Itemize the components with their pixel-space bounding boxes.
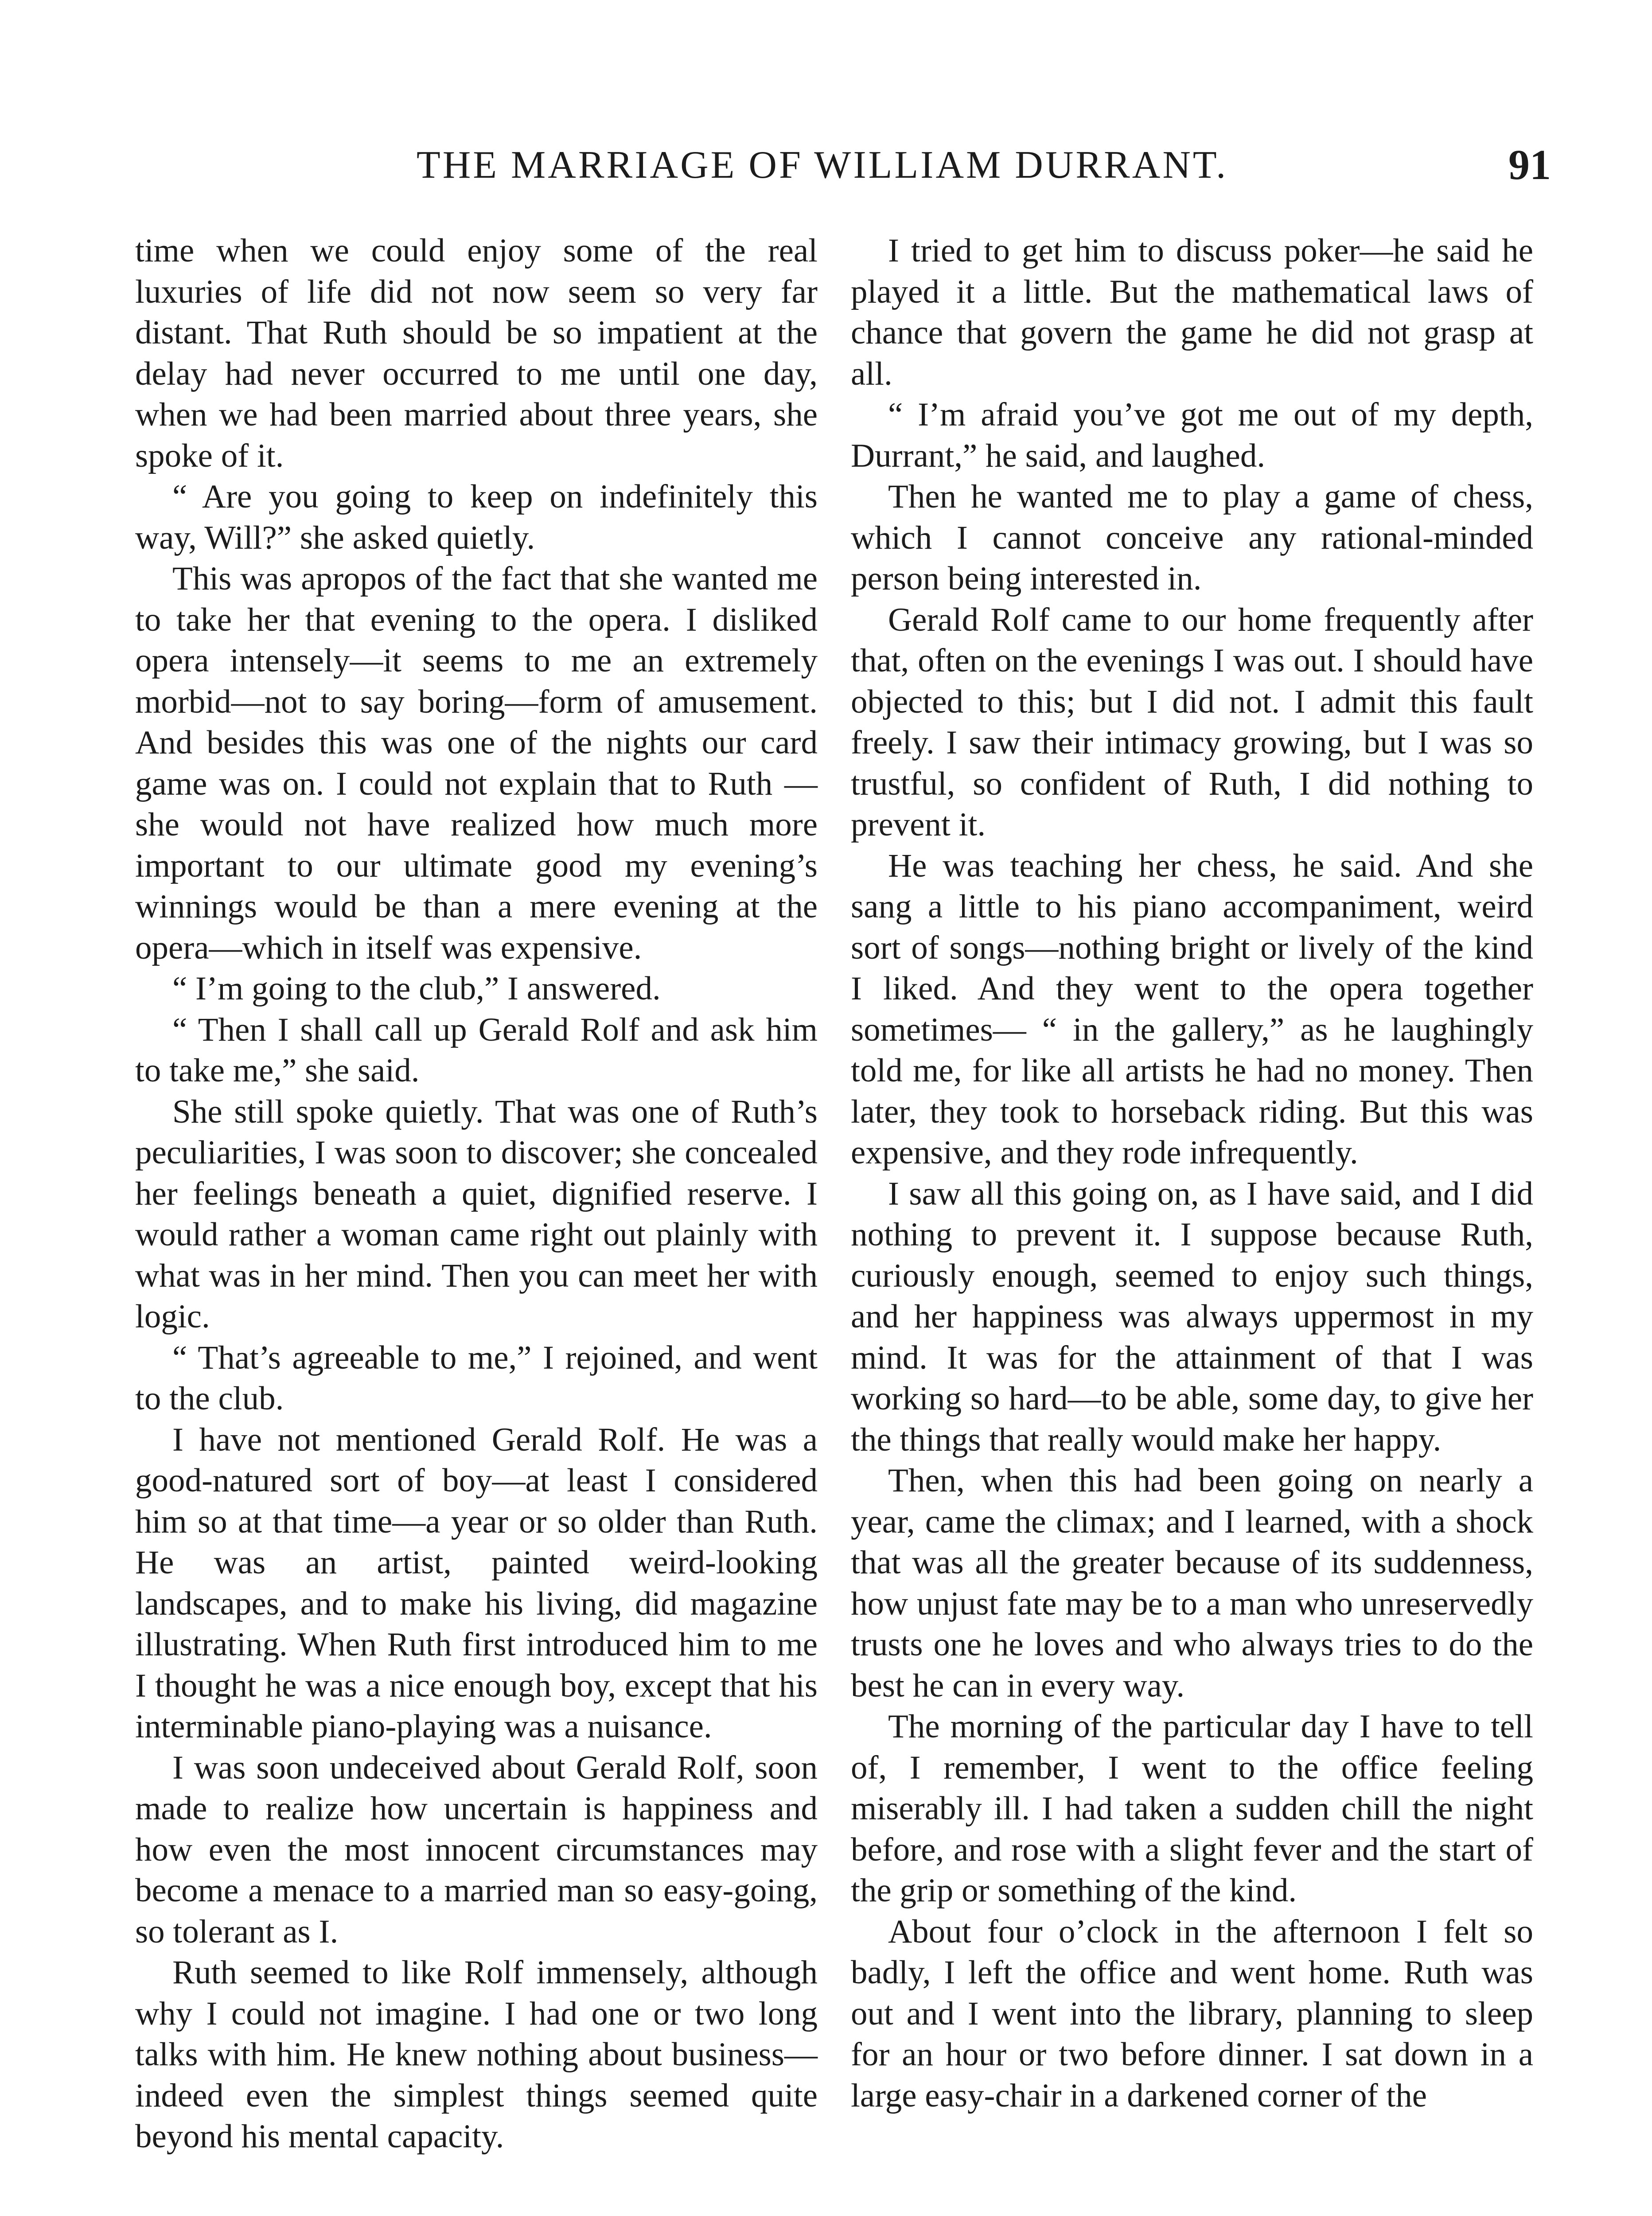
paragraph: “ That’s agreeable to me,” I rejoined, and went to the club.: [135, 1339, 818, 1417]
running-head-title: THE MARRIAGE OF WILLIAM DURRANT.: [417, 144, 1228, 187]
paragraph: Ruth seemed to like Rolf immensely, although why I could not imagine. I had one or two long talks with him. He knew nothing about business—indeed even the simplest things seemed quite beyond his mental capacity.: [135, 1954, 818, 2155]
paragraph: “ Then I shall call up Gerald Rolf and ask him to take me,” she said.: [135, 1011, 818, 1089]
paragraph: About four o’clock in the afternoon I felt so badly, I left the office and went home. Ruth was out and I went into the library, planning to sleep for an hour or two before dinner. I sat down in a large easy-chair in a darkened corner of the: [851, 1913, 1533, 2114]
paragraph: “ I’m afraid you’ve got me out of my depth, Durrant,” he said, and laughed.: [851, 396, 1533, 474]
paragraph: She still spoke quietly. That was one of Ruth’s peculiarities, I was soon to discover; she concealed her feelings beneath a quiet, dignified reserve. I would rather a woman came right out plainly with what was in her mind. Then you can meet her with logic.: [135, 1093, 818, 1335]
paragraph: I have not mentioned Gerald Rolf. He was a good-natured sort of boy—at least I considered him so at that time—a year or so older than Ruth. He was an artist, painted weird-looking landscapes, and to make his living, did magazine illustrating. When Ruth first introduced him to me I thought he was a nice enough boy, except that his interminable piano-playing was a nuisance.: [135, 1421, 818, 1745]
paragraph: “ I’m going to the club,” I answered.: [172, 970, 661, 1007]
paragraph: “ Are you going to keep on indefinitely this way, Will?” she asked quietly.: [135, 478, 818, 556]
page-number: 91: [1508, 141, 1551, 188]
paragraph: I saw all this going on, as I have said, and I did nothing to prevent it. I suppose because Ruth, curiously enough, seemed to enjoy such things, and her happiness was always uppermost in my mind. It was for the attainment of that I was working so hard—to be able, some day, to give her the things that really would make her happy.: [851, 1175, 1533, 1458]
page-header: [133, 143, 1551, 205]
paragraph: I was soon undeceived about Gerald Rolf, soon made to realize how uncertain is happiness and how even the most innocent circumstances may become a menace to a married man so easy-going, so tolerant as I.: [135, 1749, 818, 1950]
paragraph: time when we could enjoy some of the real luxuries of life did not now seem so very far distant. That Ruth should be so impatient at the delay had never occurred to me until one day, when we had been married about three years, she spoke of it.: [135, 232, 818, 474]
paragraph: I tried to get him to discuss poker—he said he played it a little. But the mathematical laws of chance that govern the game he did not grasp at all.: [851, 232, 1533, 392]
paragraph: This was apropos of the fact that she wanted me to take her that evening to the opera. I disliked opera intensely—it seems to me an extremely morbid—not to say boring—form of amusement. And besides this was one of the nights our card game was on. I could not explain that to Ruth —she would not have realized how much more important to our ultimate good my evening’s winnings would be than a mere evening at the opera—which in itself was expensive.: [135, 560, 818, 966]
paragraph: He was teaching her chess, he said. And she sang a little to his piano accompaniment, weird sort of songs—nothing bright or lively of the kind I liked. And they went to the opera together sometimes— “ in the gallery,” as he laughingly told me, for like all artists he had no money. Then later, they took to horseback riding. But this was expensive, and they rode infrequently.: [851, 847, 1533, 1171]
paragraph: Gerald Rolf came to our home frequently after that, often on the evenings I was out. I should have objected to this; but I did not. I admit this fault freely. I saw their intimacy growing, but I was so trustful, so confident of Ruth, I did nothing to prevent it.: [851, 601, 1533, 843]
paragraph: Then he wanted me to play a game of chess, which I cannot conceive any rational-minded person being interested in.: [851, 478, 1533, 597]
right-column: [851, 230, 1533, 2116]
paragraph: The morning of the particular day I have to tell of, I remember, I went to the office feeling miserably ill. I had taken a sudden chill the night before, and rose with a slight fever and the start of the grip or something of the kind.: [851, 1708, 1533, 1909]
left-column: [135, 230, 818, 2157]
paragraph: Then, when this had been going on nearly a year, came the climax; and I learned, with a shock that was all the greater because of its suddenness, how unjust fate may be to a man who unreservedly trusts one he loves and who always tries to do the best he can in every way.: [851, 1462, 1533, 1704]
